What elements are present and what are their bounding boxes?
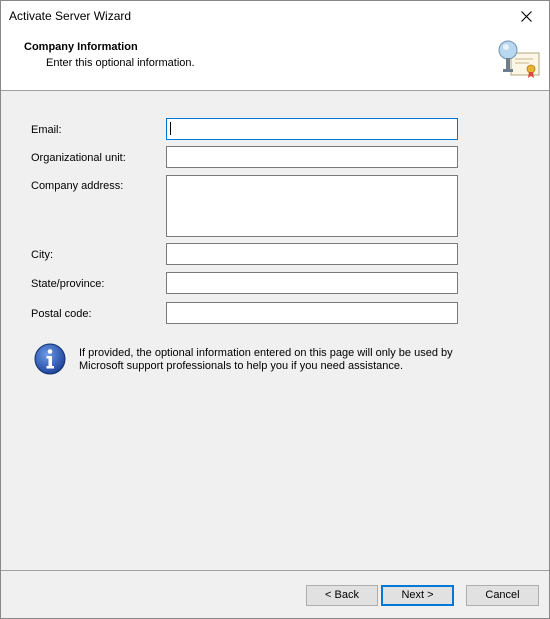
page-subtitle: Enter this optional information. [46,57,195,69]
info-icon [34,343,66,375]
info-text-line-1: If provided, the optional information entered on this page will only be used by [79,347,453,359]
text-caret [170,122,171,135]
close-icon [521,11,532,22]
state-label: State/province: [31,278,105,290]
cancel-button[interactable]: Cancel [466,585,539,606]
company-address-label: Company address: [31,180,124,192]
back-button[interactable]: < Back [306,585,378,606]
certificate-key-icon [497,37,543,83]
info-message [79,347,479,373]
email-label: Email: [31,124,62,136]
window-title: Activate Server Wizard [9,9,132,23]
title-bar [1,1,549,32]
info-text-line-2: Microsoft support professionals to help you if you need assistance. [79,360,404,372]
company-address-field[interactable] [166,175,458,237]
city-label: City: [31,249,53,261]
page-title: Company Information [24,41,138,53]
postal-code-field[interactable] [166,302,458,324]
next-button[interactable]: Next > [381,585,454,606]
footer-divider [1,570,549,571]
email-field[interactable] [166,118,458,140]
org-unit-label: Organizational unit: [31,152,126,164]
wizard-header [1,32,549,91]
close-button[interactable] [503,1,549,32]
state-field[interactable] [166,272,458,294]
org-unit-field[interactable] [166,146,458,168]
postal-code-label: Postal code: [31,308,92,320]
city-field[interactable] [166,243,458,265]
